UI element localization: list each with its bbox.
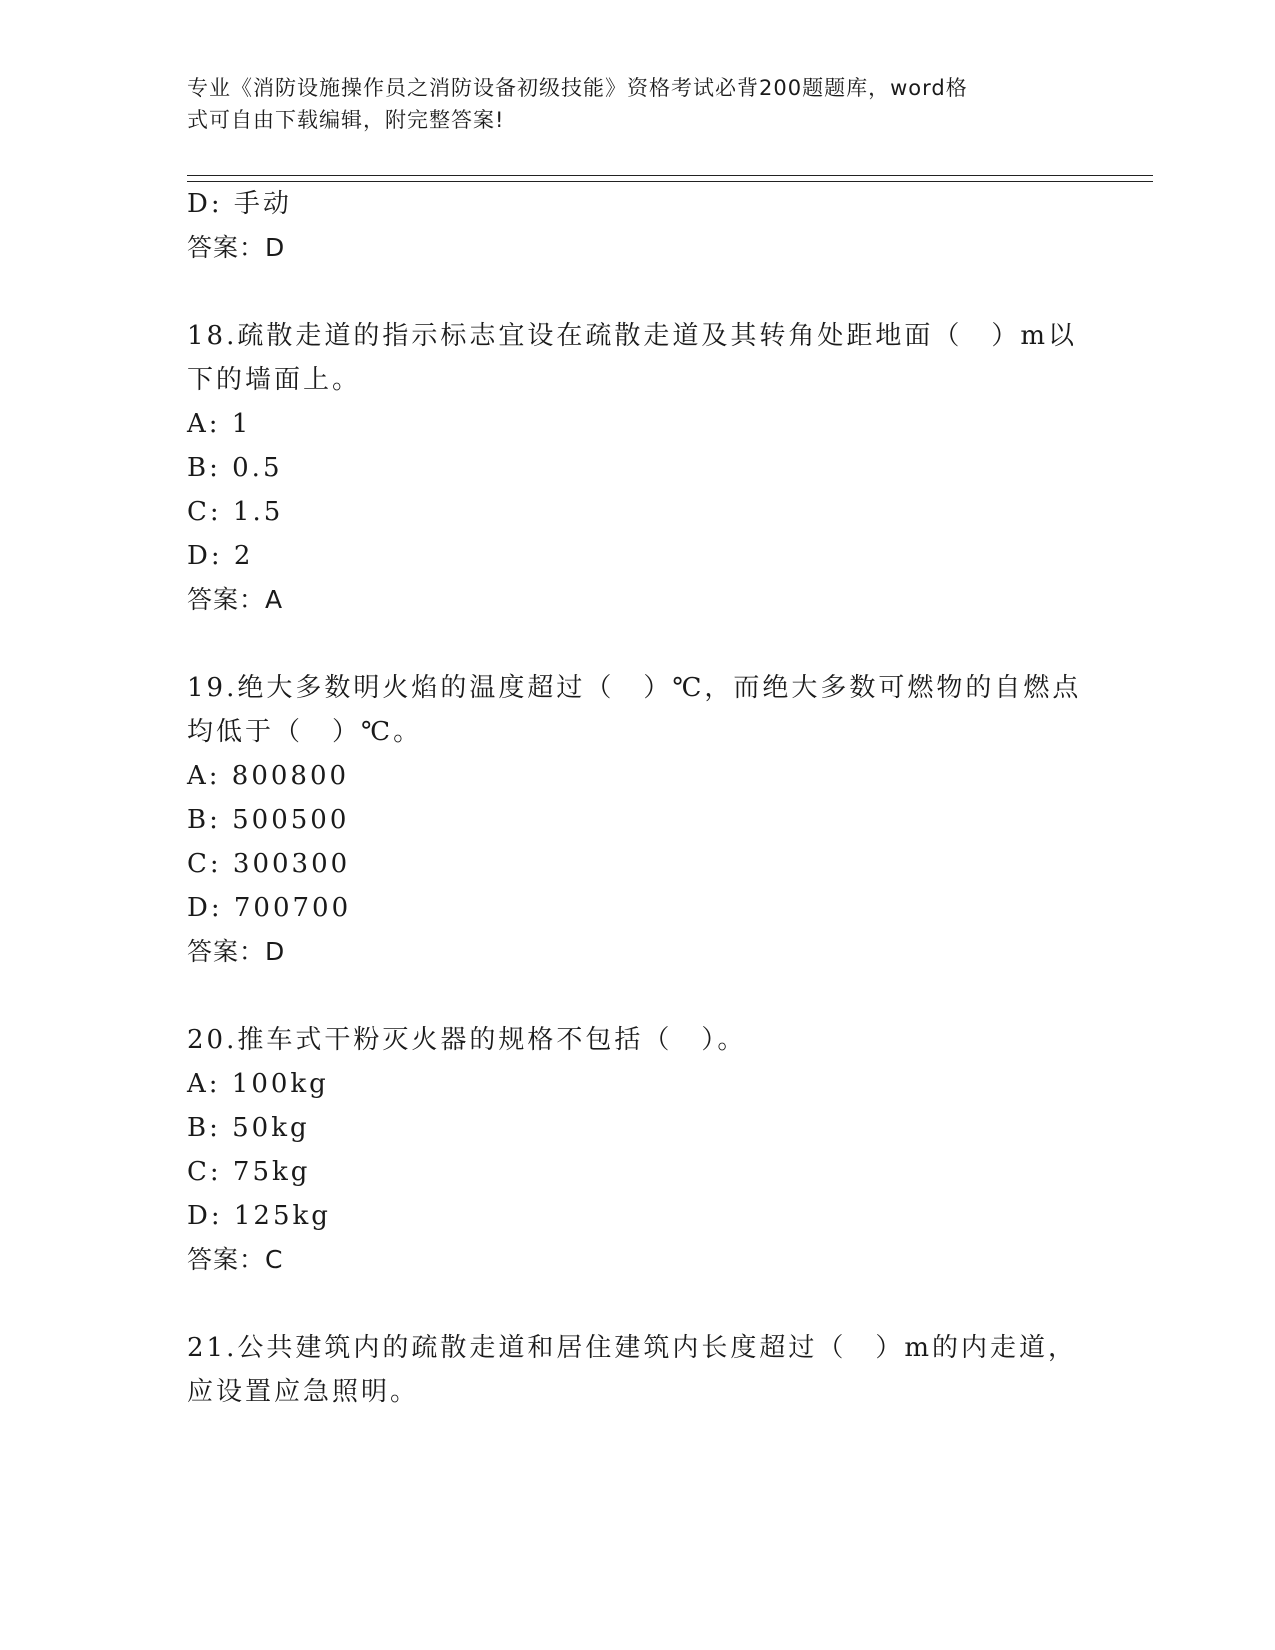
option-d-previous: D: 手动 [187,189,292,219]
question-18-option-b: B: 0.5 [187,453,283,483]
question-21-stem-line-1: 21.公共建筑内的疏散走道和居住建筑内长度超过（ ）m的内走道， [187,1333,1078,1363]
question-21-stem-line-2: 应设置应急照明。 [187,1377,420,1407]
answer-previous: 答案：D [187,233,286,262]
question-20-option-a: A: 100kg [187,1069,329,1099]
header-rule-bottom [187,181,1153,182]
question-18-stem-line-2: 下的墙面上。 [187,365,362,395]
question-19-answer: 答案：D [187,937,286,966]
question-18-answer: 答案：A [187,585,284,614]
question-19-option-b: B: 500500 [187,805,350,835]
document-header [187,72,1067,136]
question-19-stem-line-2: 均低于（ ）℃。 [187,717,423,747]
question-19-stem-line-1: 19.绝大多数明火焰的温度超过（ ）℃，而绝大多数可燃物的自燃点 [187,673,1082,703]
question-20-option-d: D: 125kg [187,1201,331,1231]
question-20-stem: 20.推车式干粉灭火器的规格不包括（ ）。 [187,1025,747,1055]
question-20-option-c: C: 75kg [187,1157,311,1187]
question-18-option-c: C: 1.5 [187,497,284,527]
question-20-option-b: B: 50kg [187,1113,310,1143]
question-19-option-d: D: 700700 [187,893,352,923]
question-18-option-d: D: 2 [187,541,254,571]
question-18-option-a: A: 1 [187,409,252,439]
question-20-answer: 答案：C [187,1245,284,1274]
header-line-1: 专业《消防设施操作员之消防设备初级技能》资格考试必背200题题库，word格 [187,76,968,100]
question-18-stem-line-1: 18.疏散走道的指示标志宜设在疏散走道及其转角处距地面（ ）m以 [187,321,1078,351]
question-19-option-a: A: 800800 [187,761,350,791]
header-rule-top [187,175,1153,176]
question-19-option-c: C: 300300 [187,849,351,879]
header-line-2: 式可自由下载编辑，附完整答案! [187,108,505,132]
